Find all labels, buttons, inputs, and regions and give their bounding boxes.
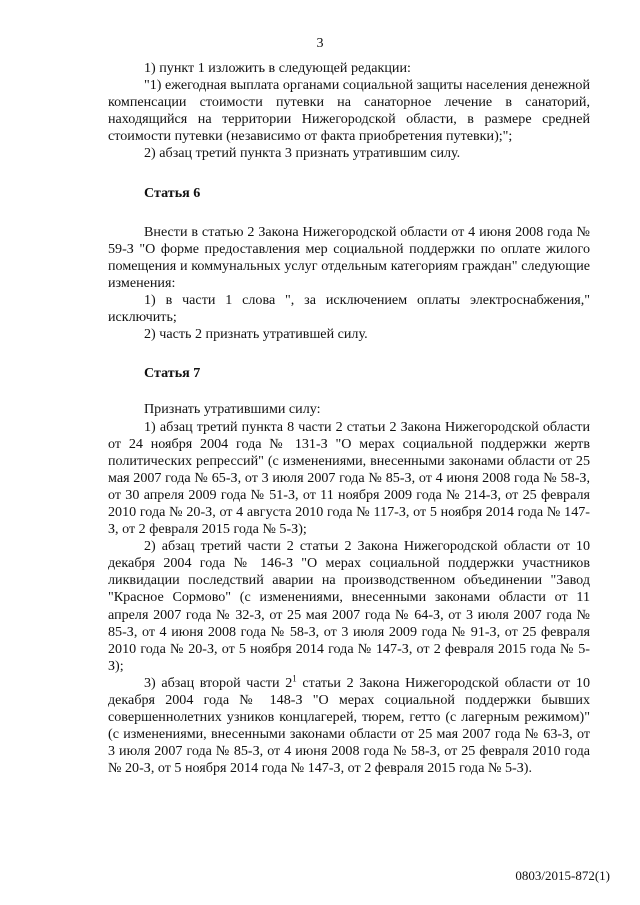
paragraph: Внести в статью 2 Закона Нижегородской области от 4 июня 2008 года № 59-З "О форме предоставления мер социальной поддержки по оплате жилого помещения и коммунальных услуг отдельным категориям граждан" следующие изменения: — [108, 223, 590, 291]
paragraph: 1) в части 1 слова ", за исключением оплаты электроснабжения," исключить; — [108, 292, 590, 326]
superscript: 1 — [292, 673, 297, 684]
paragraph: 2) абзац третий пункта 3 признать утратившим силу. — [144, 145, 461, 162]
paragraph: 2) часть 2 признать утратившей силу. — [144, 326, 368, 343]
article-heading: Статья 6 — [144, 184, 201, 201]
paragraph-text-a: 3) абзац второй части 2 — [144, 674, 293, 691]
paragraph: 1) пункт 1 изложить в следующей редакции: — [144, 60, 411, 76]
paragraph — [108, 675, 590, 778]
page-number: 3 — [316, 35, 324, 51]
document-code: 0803/2015-872(1) — [515, 868, 610, 883]
paragraph-text-b: статьи 2 Закона Нижегородской области от 10 декабря 2004 года № 148-З "О мерах социальной поддержки бывших совершеннолетних узников концлагерей, тюрем, гетто (с лагерным режимом)" (с изменениями, внесенными законами области от 25 мая 2007 года № 63-З, от 3 июля 2007 года № 85-З, от 4 июня 2008 года № 58-З, от 25 февраля 2010 года № 20-З, от 5 ноября 2014 года № 147-З, от 2 февраля 2015 года № 5-З). — [108, 674, 590, 777]
article-heading: Статья 7 — [144, 365, 201, 382]
document-body — [108, 60, 590, 777]
paragraph: 2) абзац третий части 2 статьи 2 Закона Нижегородской области от 10 декабря 2004 года № 146-З "О мерах социальной поддержки участников ликвидации последствий аварии на производственном объединении "Завод "Красное Сормово" (с изменениями, внесенными законами области от 11 апреля 2007 года № 32-З, от 25 мая 2007 года № 64-З, от 3 июля 2007 года № 85-З, от 4 июня 2008 года № 58-З, от 3 июля 2009 года № 91-З, от 25 февраля 2010 года № 20-З, от 5 ноября 2014 года № 147-З, от 2 февраля 2015 года № 5-З); — [108, 538, 590, 674]
paragraph: 1) абзац третий пункта 8 части 2 статьи 2 Закона Нижегородской области от 24 ноября 2004 года № 131-З "О мерах социальной поддержки жертв политических репрессий" (с изменениями, внесенными законами области от 25 мая 2007 года № 65-З, от 3 июля 2007 года № 85-З, от 4 июня 2008 года № 58-З, от 30 апреля 2009 года № 51-З, от 11 ноября 2009 года № 214-З, от 25 февраля 2010 года № 20-З, от 4 августа 2010 года № 117-З, от 5 ноября 2014 года № 147-З, от 2 февраля 2015 года № 5-З); — [108, 418, 590, 538]
paragraph: "1) ежегодная выплата органами социальной защиты населения денежной компенсации стоимости путевки на санаторное лечение в санаторий, находящийся на территории Нижегородской области, в размере средней стоимости путевки (независимо от факта приобретения путевки);"; — [108, 77, 590, 145]
paragraph: Признать утратившими силу: — [144, 401, 321, 418]
